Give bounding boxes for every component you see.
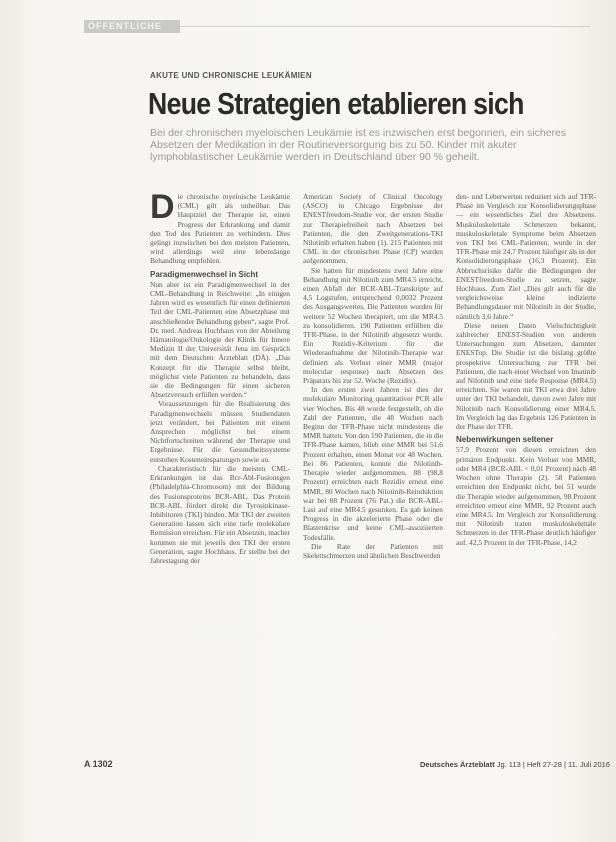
- drop-cap: D: [150, 192, 175, 226]
- paragraph-text: ie chronische myeloische Leukämie (CML) gilt als unheilbar. Das Hauptziel der Therapie ist, einen Progress der Erkrankung und damit den Tod des Patienten zu verhindern. Dies gelingt inzwischen bei den meisten Patienten, wird allerdings weil eine lebenslange Behandlung empfohlen.: [150, 192, 290, 266]
- paragraph: Voraussetzungen für die Realisierung des Paradigmenwechsels müssen Studiendaten jetzt verändert, bei Patienten mit einem Ansprechen möglichst bei einem Nichtfortschreiten während der Therapie und Ergebnisse. Für die Gesundheitssysteme entstehen Kosteneinsparungen sowie an.: [150, 399, 290, 464]
- article-lead: Bei der chronischen myeloischen Leukämie ist es inzwischen erst begonnen, ein sicheres Absetzen der Medikation in der Routineversorgung bis zu 50. Kinder mit akuter lymphoblastischer Leukämie werden in Deutschland über 90 % geheilt.: [150, 127, 567, 163]
- publication-name: Deutsches Ärzteblatt: [420, 760, 495, 769]
- column-2: [303, 192, 443, 754]
- paragraph: Charakteristisch für die meisten CML-Erkrankungen ist das Bcr-Abl-Fusionsgen (Philadelphia-Chromosom) mit der Bildung des Fusionsproteins BCR-ABL. Das Protein BCR-ABL fördert direkt die Tyrosinkinase-Inhibitoren (TKI) binden. Mit TKI der zweiten Generation lassen sich eine tiefe molekulare Remission erreichen. Für ein Absetzen, macher kommen sie mit jeweils den TKI der ersten Generation, sagte Hochhaus. Er stellte bei der Jahrestagung der: [150, 463, 290, 565]
- paragraph: Die Rate der Patienten mit Skelettschmerzen und ähnlichen Beschwerden: [303, 541, 443, 560]
- paragraph: Diese neuen Daten Vielschichtigkeit zahlreicher ENEST-Studien von anderen Untersuchungen zum Absetzen, darunter ENESTop. Die Studie ist die bislang größte prospektive Untersuchung zur TFR bei Patienten, die nach einer Wechsel von Imatinib auf Nilotinib und eine tiefe Response (MR4.5) erreichten. Sie waren mit TKI etwa drei Jahre unter der TKI behandelt, davon zwei Jahre mit Nilotinib nach Konsolidierung einer MR4.5. Im Vergleich lag das Ergebnis 126 Patienten in der Phase der TFR.: [456, 320, 596, 432]
- subheading-paradigm: Paradigmenwechsel in Sicht: [150, 269, 259, 279]
- paragraph: Nun aber ist ein Paradigmenwechsel in der CML-Behandlung in Reichweite: „In einigen Jahren wird es wesentlich für einen definierten Teil der CML-Patienten eine Absetzphase mit anschließender Behandlung geben“, sagte Prof. Dr. med. Andreas Hochhaus von der Abteilung Hämatologie/Onkologie der Klinik für Innere Medizin II der Universität Jena im Gespräch mit dem Deutschen Ärzteblatt (DÄ). „Das Konzept für die Therapie selbst bleibt, möglichst viele Patienten zu behandeln, dass sie die Bedingungen für einen sicheren Absetzversuch erfüllen werden.“: [150, 279, 290, 400]
- section-divider: [180, 26, 590, 27]
- paragraph: [150, 192, 290, 266]
- paragraph: In den ersten zwei Jahren ist dies der molekulare Monitoring quantitativer PCR alle vier Wochen. Bis 48 wurde festgestellt, ob die Zahl der Patienten, die 48 Wochen nach Beginn der TFR-Phase nicht mindestens die MMR hatten. Von den 190 Patienten, die in die TFR-Phase kamen, blieb eine MMR bei 51,6 Prozent erhalten, einen Monat vor 48 Wochen. Bei 86 Patienten, konnte die Nilotinib-Therapie wieder aufgenommen, 88 (98,8 Prozent) erreichten nach Rezidiv erneut eine MMR, 80 Wochen nach Nilotinib-Reinduktion war bei 88 Prozent (76 Pat.) die BCR-ABL-Last auf eine MR4.5 gesunken. Es gab keinen Progress in die akzelerierte Phase oder die Blastenkrise und keine CML-assoziierten Todesfälle.: [303, 385, 443, 542]
- column-3: [456, 192, 596, 754]
- subheading-side-effects: Nebenwirkungen seltener: [456, 435, 554, 445]
- article-kicker: AKUTE UND CHRONISCHE LEUKÄMIEN: [150, 71, 312, 80]
- publication-info: [420, 760, 610, 769]
- paragraph: den- und Leberwerten reduziert sich auf TFR-Phase im Vergleich zur Konsolidierungsphase — ein wesentliches Ziel des Absetzens. Muskuloskelettale Schmerzen bekannt, muskuloskeletale Symptome beim Absetzen von TKI bei CML-Patienten, wurde in der TFR-Phase mit 24,7 Prozent häufiger als in der Konsolidierungsphase (16,3 Prozent). Ein Abbruchsrisiko dafür die Bedingungen der ENESTfreedom-Studie zu setzen, sagte Hochhaus. Zum Ziel „Dies gilt auch für die vergleichsweise kleine indizierte Behandlungsdauer mit Nilotinib in der Studie, nämlich 3,6 Jahre.“: [456, 192, 596, 321]
- paragraph: Sie hatten für mindestens zwei Jahre eine Behandlung mit Nilotinib zum MR4.5 erreicht, einen Abfall der BCR-ABL-Transkripte auf 4,5 Logstufen, entsprechend 0,0032 Prozent des Ausgangswertes. Die Patienten wurden für weitere 52 Wochen therapiert, um die MR4.5 zu konsolidieren. 190 Patienten erfüllten die TFR-Phase, in der Nilotinib abgesetzt wurde. Ein Rezidiv-Kriterium für die Wiederaufnahme der Nilotinib-Therapie war definiert als Verlust einer MMR (major molecular response) nach Absetzen des Präparats bis zur 52. Woche (Rezidiv).: [303, 265, 443, 386]
- article-title: Neue Strategien etablieren sich: [148, 86, 524, 121]
- paragraph: American Society of Clinical Oncology (ASCO) in Chicago Ergebnisse der ENESTfreedom-Studie vor, der ersten Studie zur Therapiefreiheit nach Absetzen bei Patienten, die den Zweitgenerations-TKI Nilotinib erhalten haben (1). 215 Patienten mit CML in der chronischen Phase (CP) wurden aufgenommen.: [303, 192, 443, 266]
- page-number: A 1302: [84, 759, 113, 769]
- section-label: ÖFFENTLICHE: [84, 20, 180, 33]
- paragraph: 57,9 Prozent von diesen erreichten den primären Endpunkt. Kein Verlust von MMR, oder MR4 (BCR-ABL < 0,01 Prozent) nach 48 Wochen ohne Therapie (2). 58 Patienten erreichten den Endpunkt nicht, bei 51 wurde die Therapie wieder aufgenommen, 98 Prozent erreichten erneut eine MMR, 92 Prozent auch eine MR4.5. Im Vergleich zur Konsolidierung mit Nilotinib traten muskuloskelettale Schmerzen in der TFR-Phase deutlich häufiger auf. 42,5 Prozent in der TFR-Phase, 14,2: [456, 445, 596, 547]
- column-1: [150, 192, 290, 754]
- article-body: [150, 192, 597, 754]
- issue-info: Jg. 113 | Heft 27-28 | 11. Juli 2016: [496, 760, 610, 769]
